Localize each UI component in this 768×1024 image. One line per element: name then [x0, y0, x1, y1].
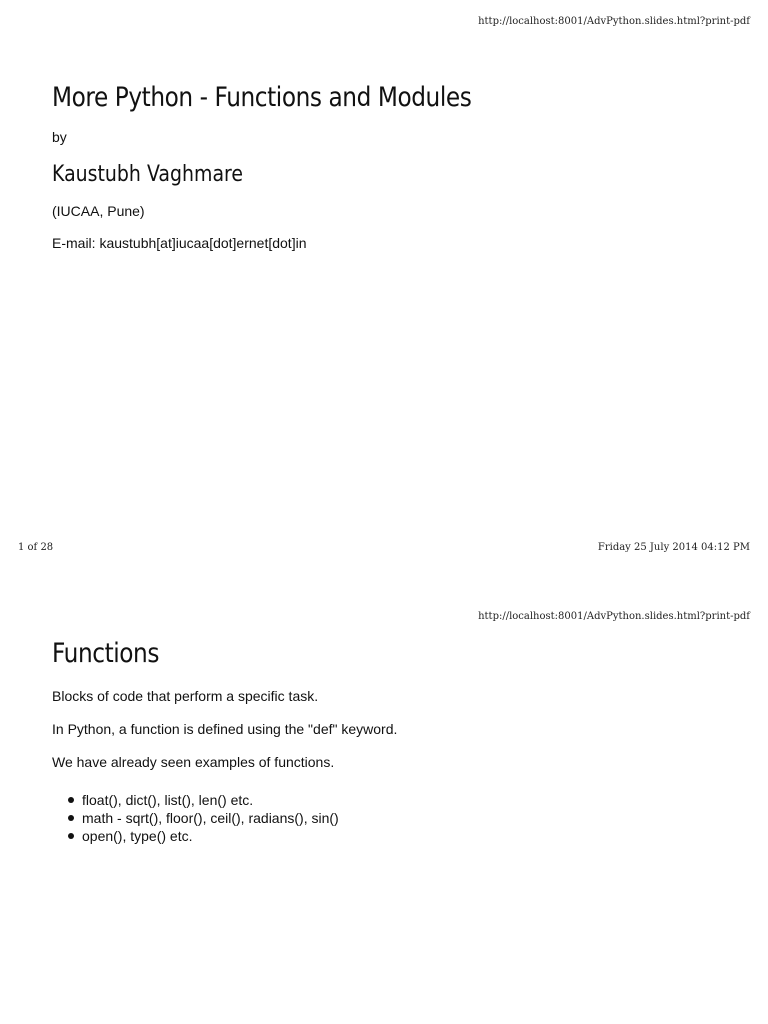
list-item-text: math - sqrt(), floor(), ceil(), radians(), sin(): [82, 810, 339, 826]
function-examples-list: [52, 791, 339, 845]
bullet-icon: [68, 833, 74, 839]
list-item: [82, 809, 339, 827]
presentation-title: More Python - Functions and Modules: [52, 82, 472, 113]
slide-paragraph: We have already seen examples of functions.: [52, 754, 335, 770]
print-footer-page-number: 1 of 28: [18, 542, 54, 553]
bullet-icon: [68, 797, 74, 803]
author-email: E-mail: kaustubh[at]iucaa[dot]ernet[dot]in: [52, 235, 307, 251]
slide-title: Functions: [52, 638, 160, 669]
slide-paragraph: In Python, a function is defined using the "def" keyword.: [52, 721, 398, 737]
list-item-text: float(), dict(), list(), len() etc.: [82, 792, 254, 808]
print-page-2: [0, 594, 768, 1024]
functions-slide: [52, 636, 728, 844]
print-header-url: http://localhost:8001/AdvPython.slides.html?print-pdf: [478, 611, 750, 622]
by-label: by: [52, 129, 67, 145]
bullet-icon: [68, 815, 74, 821]
list-item-text: open(), type() etc.: [82, 828, 193, 844]
list-item: [82, 791, 339, 809]
print-footer-timestamp: Friday 25 July 2014 04:12 PM: [597, 542, 750, 553]
slide-paragraph: Blocks of code that perform a specific task.: [52, 688, 319, 704]
list-item: [82, 827, 339, 845]
author-name: Kaustubh Vaghmare: [52, 162, 244, 187]
author-affiliation: (IUCAA, Pune): [52, 203, 145, 219]
title-slide: [52, 80, 728, 251]
print-header-url: http://localhost:8001/AdvPython.slides.html?print-pdf: [478, 16, 750, 27]
